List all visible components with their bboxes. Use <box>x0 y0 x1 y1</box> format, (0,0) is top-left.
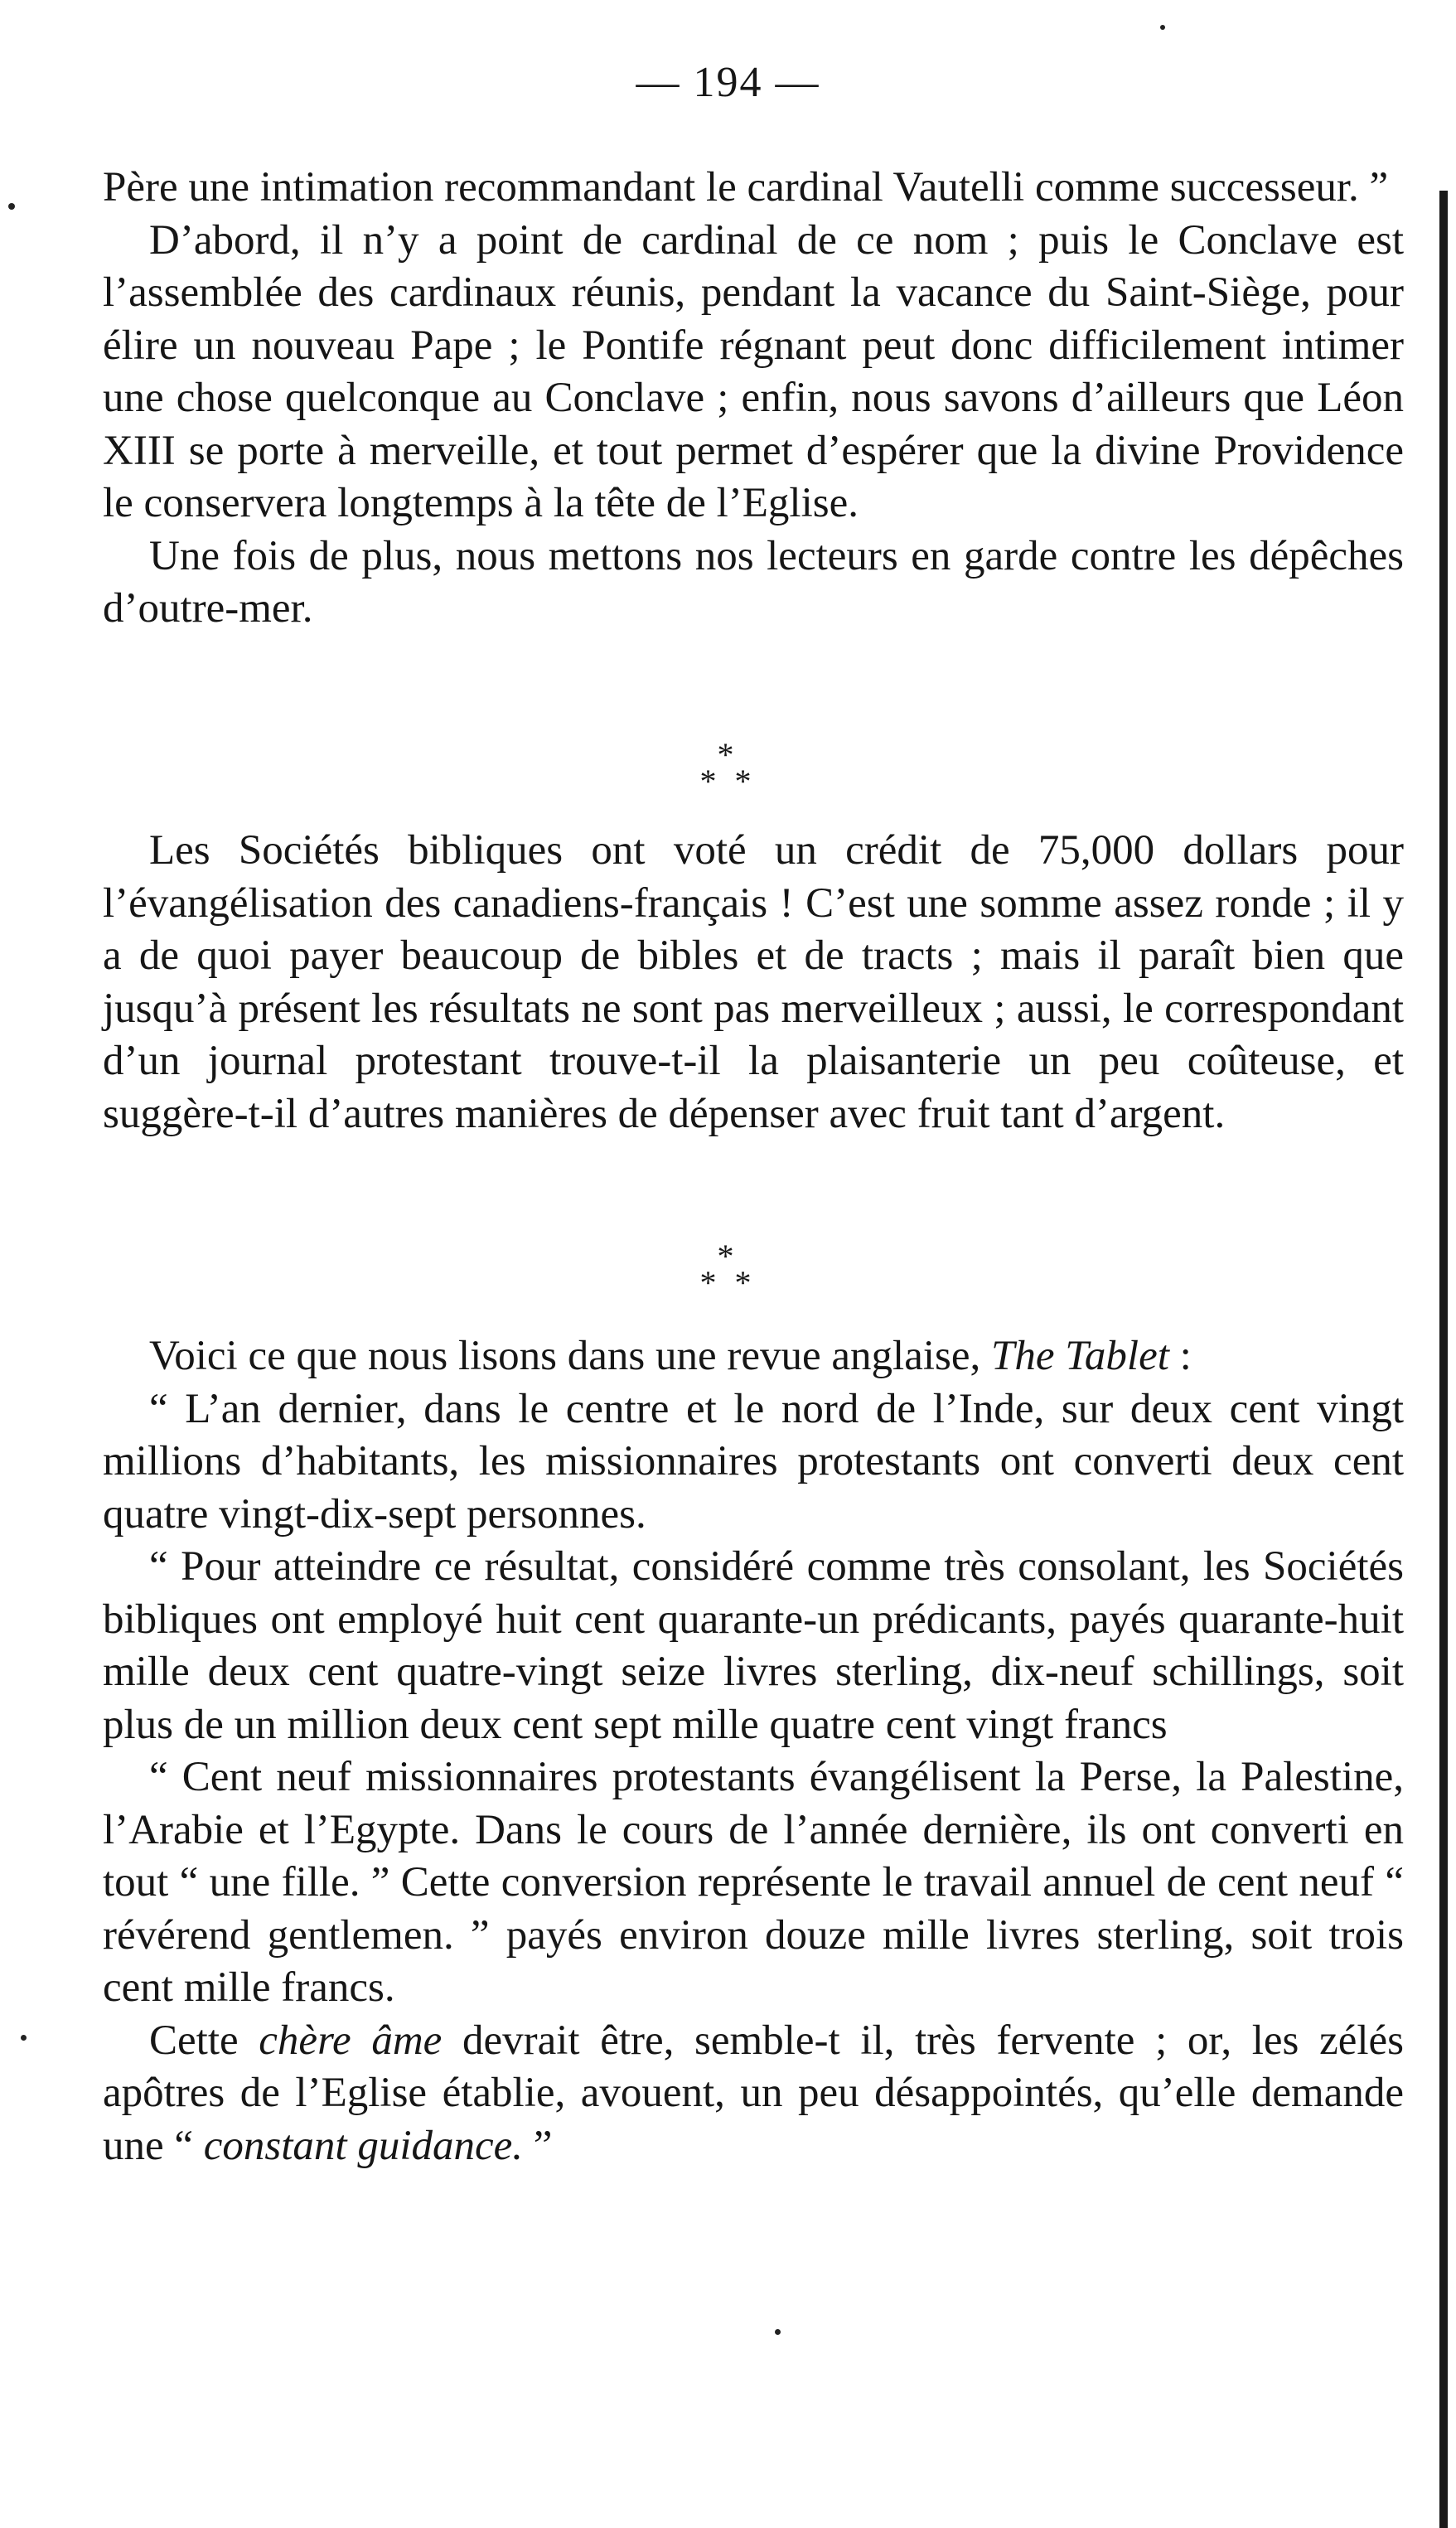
scan-speck <box>21 2035 27 2041</box>
quote-paragraph: “ Cent neuf missionnaires protestants évangélisent la Perse, la Palestine, l’Arabie et l’Egypte. Dans le cours de l’année dernière, ils ont converti en tout “ une fille. ” Cette conversion représente le travail annuel de cent neuf “ révérend gentlemen. ” payés environ douze mille livres sterling, soit trois cent mille francs. <box>103 1754 1404 2011</box>
page-edge-shadow <box>1439 191 1448 2528</box>
text-run: devrait être, semble-t il, très fervente ; or, les zélés apôtres de l’Eglise établie, avouent, un peu désappointés, qu’elle demande une “ <box>103 2017 1404 2169</box>
paragraph: Les Sociétés bibliques ont voté un crédit de 75,000 dollars pour l’évangélisation des canadiens-français ! C’est une somme assez ronde ; il y a de quoi payer beaucoup de bibles et de tracts ; mais il paraît bien que jusqu’à présent les résultats ne sont pas merveilleux ; aussi, le correspondant d’un journal protestant trouve-t-il la plaisanterie un peu coûteuse, et suggère-t-il d’autres manières de dépenser avec fruit tant d’argent. <box>103 827 1404 1137</box>
section-separator <box>0 736 1456 800</box>
text-run: Cette <box>149 2017 259 2064</box>
paragraph: Père une intimation recommandant le cardinal Vautelli comme successeur. ” <box>103 164 1389 211</box>
scan-speck <box>775 2329 781 2335</box>
page-number: — 194 — <box>636 59 820 106</box>
article-block-societes <box>103 825 1404 1141</box>
intro-text: Voici ce que nous lisons dans une revue anglaise, <box>149 1333 991 1379</box>
separator-mark: * * * <box>699 736 757 800</box>
text-run: ” <box>523 2122 553 2169</box>
paragraph <box>103 2015 1404 2173</box>
separator-mark: * * * <box>699 1237 757 1301</box>
article-block-tablet <box>103 1330 1404 2172</box>
intro-end: : <box>1168 1333 1192 1379</box>
scan-speck <box>1160 25 1165 30</box>
italic-run: chère âme <box>259 2017 443 2064</box>
scan-speck <box>8 203 15 210</box>
quote-paragraph: “ L’an dernier, dans le centre et le nord de l’Inde, sur deux cent vingt millions d’habitants, les missionnaires protestants ont converti deux cent quatre vingt-dix-sept personnes. <box>103 1385 1404 1538</box>
paragraph: D’abord, il n’y a point de cardinal de ce nom ; puis le Conclave est l’assemblée des cardinaux réunis, pendant la vacance du Saint-Siège, pour élire un nouveau Pape ; le Pontife régnant peut donc difficilement intimer une chose quelconque au Conclave ; enfin, nous savons d’ailleurs que Léon XIII se porte à merveille, et tout permet d’espérer que la divine Providence le conservera longtemps à la tête de l’Eglise. <box>103 216 1404 526</box>
paragraph: Une fois de plus, nous mettons nos lecteurs en garde contre les dépêches d’outre-mer. <box>103 532 1404 632</box>
article-block-conclave <box>103 162 1404 636</box>
journal-title: The Tablet <box>991 1333 1169 1379</box>
paragraph <box>103 1330 1404 1383</box>
quote-paragraph: “ Pour atteindre ce résultat, considéré comme très consolant, les Sociétés bibliques ont employé huit cent quarante-un prédicants, payés quarante-huit mille deux cent quatre-vingt seize livres sterling, dix-neuf schillings, soit plus de un million deux cent sept mille quatre cent vingt francs <box>103 1543 1404 1748</box>
section-separator <box>0 1237 1456 1301</box>
italic-run: constant guidance. <box>203 2122 524 2169</box>
